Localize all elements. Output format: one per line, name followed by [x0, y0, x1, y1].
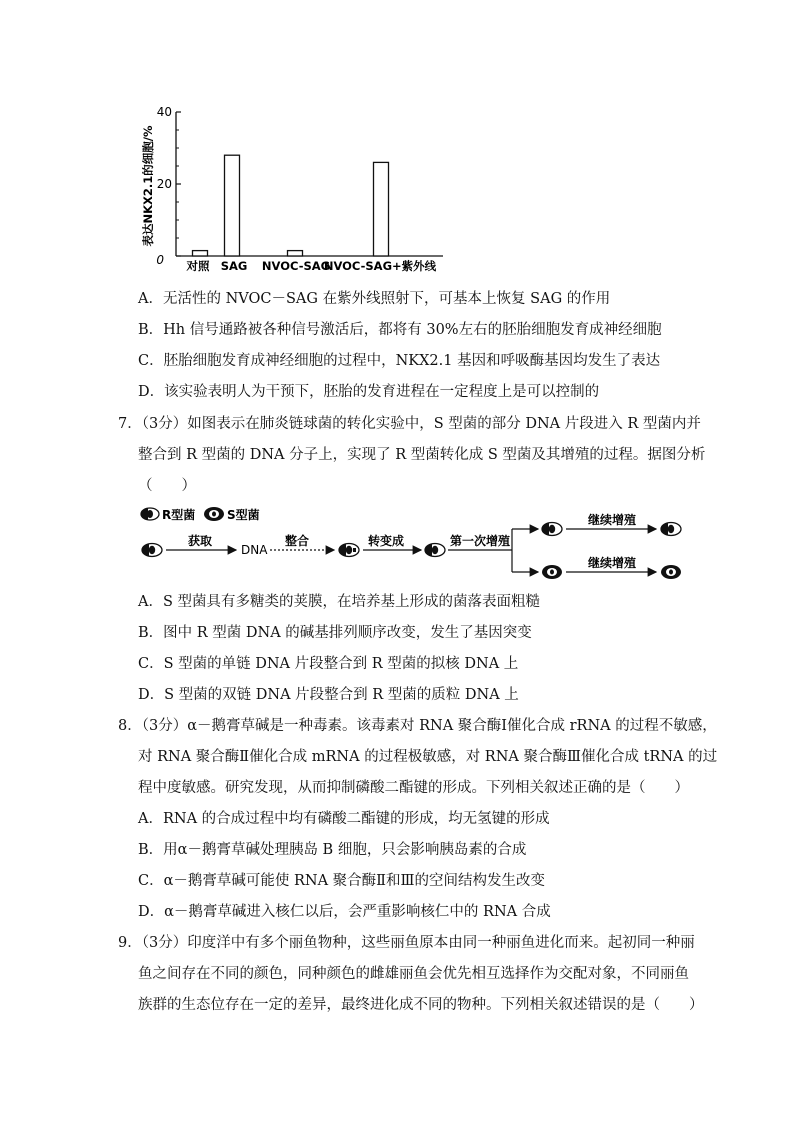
q8-option-c: C．α－鹅膏草碱可能使 RNA 聚合酶Ⅱ和Ⅲ的空间结构发生改变 — [138, 873, 546, 889]
q9-stem-line-1: 9．（3分）印度洋中有多个丽鱼物种，这些丽鱼原本由同一种丽鱼进化而来。起初同一种丽 — [118, 935, 695, 951]
label-integrate: 整合 — [285, 534, 310, 548]
bar — [374, 162, 389, 256]
label-continue-bottom: 继续增殖 — [588, 556, 637, 570]
q7-option-b: B．图中 R 型菌 DNA 的碱基排列顺序改变，发生了基因突变 — [138, 625, 532, 641]
q6-option-b: B．Hh 信号通路被各种信号激活后，都将有 30%左右的胚胎细胞发育成神经细胞 — [138, 322, 662, 338]
recombinant-cell-icon — [339, 544, 359, 557]
q7-stem-line-3: （ ） — [138, 478, 196, 494]
label-first-prolif: 第一次增殖 — [450, 534, 511, 548]
y-tick-label: 40 — [156, 105, 172, 119]
legend-s-label: S型菌 — [227, 508, 260, 522]
x-category-label: NVOC-SAG+紫外线 — [323, 259, 437, 273]
legend-r-icon — [141, 508, 159, 520]
q7-option-d: D．S 型菌的双链 DNA 片段整合到 R 型菌的质粒 DNA 上 — [138, 687, 519, 703]
label-dna: DNA — [241, 543, 268, 557]
bar — [225, 155, 240, 256]
transformation-diagram — [138, 504, 698, 584]
q6-option-c: C．胚胎细胞发育成神经细胞的过程中，NKX2.1 基因和呼吸酶基因均发生了表达 — [138, 353, 661, 369]
bar — [193, 251, 208, 256]
label-obtain: 获取 — [188, 534, 213, 548]
bar — [288, 251, 303, 256]
legend-s-icon — [204, 507, 224, 521]
branch-top-cell-icon — [542, 523, 562, 536]
bar-chart — [128, 104, 458, 276]
r-cell-start-icon — [142, 544, 162, 557]
q8-option-b: B．用α－鹅膏草碱处理胰岛 B 细胞，只会影响胰岛素的合成 — [138, 842, 527, 858]
x-category-label: SAG — [220, 259, 248, 273]
q7-option-a: A．S 型菌具有多糖类的荚膜，在培养基上形成的菌落表面粗糙 — [138, 594, 541, 610]
transformed-cell-icon — [425, 544, 445, 557]
y-tick-label: 20 — [156, 177, 172, 191]
branch-bottom-end-cell-icon — [661, 565, 681, 579]
q7-stem-line-2: 整合到 R 型菌的 DNA 分子上，实现了 R 型菌转化成 S 型菌及其增殖的过程。据图分析 — [138, 447, 706, 463]
q9-stem-line-3: 族群的生态位存在一定的差异，最终进化成不同的物种。下列相关叙述错误的是（ ） — [138, 997, 704, 1013]
branch-bottom-cell-icon — [542, 565, 562, 579]
label-transform: 转变成 — [368, 534, 405, 548]
y-tick-label: 0 — [156, 253, 164, 267]
q7-stem-line-1: 7．（3分）如图表示在肺炎链球菌的转化实验中，S 型菌的部分 DNA 片段进入 R 型菌内并 — [118, 416, 701, 432]
q6-option-d: D．该实验表明人为干预下，胚胎的发育进程在一定程度上是可以控制的 — [138, 384, 600, 400]
branch-top-end-cell-icon — [661, 523, 681, 536]
q8-option-d: D．α－鹅膏草碱进入核仁以后，会严重影响核仁中的 RNA 合成 — [138, 904, 551, 920]
q8-stem-line-2: 对 RNA 聚合酶Ⅱ催化合成 mRNA 的过程极敏感，对 RNA 聚合酶Ⅲ催化合成 tRNA 的过 — [138, 749, 718, 765]
q6-option-a: A．无活性的 NVOC－SAG 在紫外线照射下，可基本上恢复 SAG 的作用 — [138, 291, 611, 307]
label-continue-top: 继续增殖 — [588, 513, 637, 527]
x-category-label: NVOC-SAG — [261, 259, 331, 273]
q8-stem-line-3: 程中度敏感。研究发现，从而抑制磷酸二酯键的形成。下列相关叙述正确的是（ ） — [138, 780, 689, 796]
q7-option-c: C．S 型菌的单链 DNA 片段整合到 R 型菌的拟核 DNA 上 — [138, 656, 519, 672]
q8-option-a: A．RNA 的合成过程中均有磷酸二酯键的形成，均无氢键的形成 — [138, 811, 550, 827]
q9-stem-line-2: 鱼之间存在不同的颜色，同种颜色的雌雄丽鱼会优先相互选择作为交配对象，不同丽鱼 — [138, 966, 689, 982]
x-category-label: 对照 — [186, 259, 210, 273]
q8-stem-line-1: 8．（3分）α－鹅膏草碱是一种毒素。该毒素对 RNA 聚合酶Ⅰ催化合成 rRNA 的过程不敏感， — [118, 718, 717, 734]
y-axis-label: 表达NKX2.1的细胞/% — [141, 125, 155, 247]
legend-r-label: R型菌 — [162, 508, 196, 522]
